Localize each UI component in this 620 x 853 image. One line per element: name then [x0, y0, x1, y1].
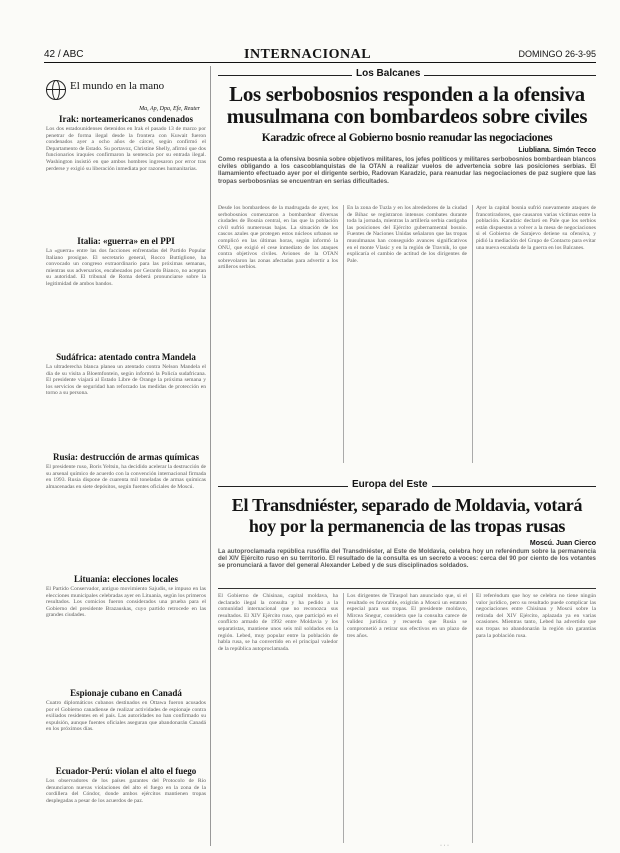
main-articles [218, 66, 596, 846]
globe-icon [46, 80, 66, 100]
brief-text: Cuatro diplomáticos cubanos destinados en Ottawa fueron acusados por el Gobierno canadiense de realizar actividades de espionaje contra exiliados residentes en el país. Las autoridades no han confirmado su expulsión, aunque fuentes oficiales aseguran que abandonarán Canadá en los próximos días. [46, 700, 206, 733]
brief-heading: Sudáfrica: atentado contra Mandela [56, 352, 196, 362]
column-rule [472, 593, 473, 843]
brief-heading: Italia: «guerra» en el PPI [77, 236, 175, 246]
masthead [44, 48, 596, 63]
story1-column: Desde los bombardeos de la madrugada de ayer, los serbobosnios comenzaron a bombardear diversas ciudades de Bosnia central, en las que la población civil sufrió numerosas bajas. La situación de los cascos azules que protegen estos núcleos urbanos se complicó en las últimas horas, según informó la ONU, que exigió el cese inmediato de los ataques contra objetivos civiles. Aviones de la OTAN sobrevolaron las zonas afectadas para advertir a los artilleros serbios. [218, 205, 338, 271]
brief-heading: Irak: norteamericanos condenados [59, 114, 193, 124]
story1-kicker: Los Balcanes [352, 68, 424, 79]
story1-headline: Los serbobosnios responden a la ofensiva musulmana con bombardeos sobre civiles [226, 82, 588, 128]
news-briefs-rail [44, 66, 211, 846]
story1-byline: Liubliana. Simón Tecco [518, 147, 596, 154]
brief-text: Los observadores de los países garantes del Protocolo de Río denunciaron nuevas violaciones del alto el fuego en la zona de la cordillera del Cóndor, donde ambos ejércitos mantienen tropas desplegadas a pesar de los acuerdos de paz. [46, 778, 206, 804]
story2-column: Los dirigentes de Tiraspol han anunciado que, si el resultado es favorable, exigirán a Moscú un estatuto especial para sus tropas. El presidente moldavo, Mircea Snegur, considera que la consulta carece de validez jurídica y recuerda que Rusia se comprometió a retirar sus efectivos en un plazo de tres años. [347, 593, 467, 639]
rail-header [44, 76, 204, 112]
story2-lead: La autoproclamada república rusófila del Transdniéster, al Este de Moldavia, celebra hoy un referéndum sobre la permanencia del XIV Ejército ruso en su territorio. El resultado de la consulta es un secreto a voces: cerca del 90 por ciento de los votantes se pronunciará a favor del general Alexander Lebed y de sus disciplinados soldados. [218, 548, 596, 570]
page-reference: 42 / ABC [44, 49, 84, 60]
brief-heading: Rusia: destrucción de armas químicas [53, 452, 199, 462]
story2-column: El Gobierno de Chisinau, capital moldava, ha declarado ilegal la consulta y ha pedido a la comunidad internacional que no reconozca sus resultados. El XIV Ejército ruso, que participó en el conflicto armado de 1992 entre Moldavia y los separatistas, mantiene unos seis mil soldados en la región. Lebed, muy popular entre la población de habla rusa, se ha convertido en el principal valedor de la república autoproclamada. [218, 593, 338, 652]
footer-marks: · · · [440, 843, 449, 849]
story1-lead: Como respuesta a la ofensiva bosnia sobre objetivos militares, los jefes políticos y militares serbobosnios bombardean blancos civiles obligando a los cascoblanquistas de la OTAN a realizar vuelos de advertencia sobre las posiciones serbias. El llamamiento efectuado ayer por el dirigente serbio, Radovan Karadzic, para reanudar las negociaciones de paz sugiere que las tropas serbobosnias se encuentran en serias dificultades. [218, 156, 596, 185]
story1-column: En la zona de Tuzla y en los alrededores de la ciudad de Bihac se registraron intensos combates durante toda la jornada, mientras la artillería serbia castigaba las posiciones del Ejército gubernamental bosnio. Fuentes de Naciones Unidas señalaron que las tropas musulmanas han conseguido avances significativos en el monte Vlasic y en la región de Travnik, lo que explicaría el cambio de actitud de los dirigentes de Pale. [347, 205, 467, 264]
story2-column: El referéndum que hoy se celebra no tiene ningún valor jurídico, pero su resultado puede complicar las negociaciones entre Chisinau y Moscú sobre la retirada del XIV Ejército, aplazada ya en varias ocasiones. Mientras tanto, Lebed ha advertido que sus tropas no abandonarán la región sin garantías para la población rusa. [476, 593, 596, 639]
column-rule [343, 593, 344, 843]
brief-text: La ultraderecha blanca planea un atentado contra Nelson Mandela el día de su visita a Bloemfontein, según informó la Policía sudafricana. El presidente viajará al Estado Libre de Orange la próxima semana y los servicios de seguridad han reforzado las medidas de protección en torno a su persona. [46, 364, 206, 397]
rail-sources: Ma, Ap, Dpa, Efe, Reuter [139, 106, 200, 112]
section-title: INTERNACIONAL [244, 47, 372, 62]
story2-kicker: Europa del Este [348, 479, 432, 490]
brief-text: Los dos estadounidenses detenidos en Irak el pasado 13 de marzo por penetrar de forma ilegal desde la frontera con Kuwait fueron condenados ayer a ocho años de cárcel, según confirmó el Departamento de Estado. Su portavoz, Christine Shelly, afirmó que dos funcionarios iraquíes confirmaron la sentencia por su entrada ilegal. Washington insistió en que ambos hombres ingresaron por error tras perderse y exigió su liberación inmediata por razones humanitarias. [46, 126, 206, 172]
brief-heading: Espionaje cubano en Canadá [70, 688, 182, 698]
story2-headline: El Transdniéster, separado de Moldavia, votará hoy por la permanencia de las tropas rusas [231, 495, 583, 536]
brief-heading: Ecuador-Perú: violan el alto el fuego [55, 766, 197, 776]
brief-text: La «guerra» entre las dos facciones enfrentadas del Partido Popular Italiano prosigue. El secretario general, Rocco Buttiglione, ha convocado un congreso extraordinario para las próximas semanas, mientras sus adversarios, encabezados por Gerardo Bianco, no aceptan su autoridad. El tribunal de Roma deberá pronunciarse sobre la legitimidad de ambos bandos. [46, 248, 206, 287]
brief-heading: Lituania: elecciones locales [74, 574, 178, 584]
lead-rule [218, 588, 596, 589]
rail-title: El mundo en la mano [70, 80, 165, 92]
issue-date: DOMINGO 26-3-95 [518, 49, 596, 59]
story1-column: Ayer la capital bosnia sufrió nuevamente ataques de francotiradores, que causaron varias víctimas entre la población. Karadzic declaró en Pale que los serbios están dispuestos a volver a la mesa de negociaciones si el Gobierno de Sarajevo detiene su ofensiva, y pidió la mediación del Grupo de Contacto para evitar una nueva escalada de la guerra en los Balcanes. [476, 205, 596, 251]
column-rule [472, 205, 473, 463]
brief-text: El presidente ruso, Boris Yeltsin, ha decidido acelerar la destrucción de su arsenal químico de acuerdo con la convención internacional firmada en 1993. Rusia dispone de cuarenta mil toneladas de armas químicas almacenadas en siete depósitos, según fuentes oficiales de Moscú. [46, 464, 206, 490]
story1-subheadline: Karadzic ofrece al Gobierno bosnio reanudar las negociaciones [261, 132, 553, 144]
brief-text: El Partido Conservador, antiguo movimiento Sajudis, se impuso en las elecciones municipales celebradas ayer en Lituania, según los primeros resultados. Los comicios fueron considerados una prueba para el Gobierno del presidente Brazauskas, cuyo partido retrocede en las grandes ciudades. [46, 586, 206, 619]
story2-byline: Moscú. Juan Cierco [529, 540, 596, 547]
column-rule [343, 205, 344, 463]
